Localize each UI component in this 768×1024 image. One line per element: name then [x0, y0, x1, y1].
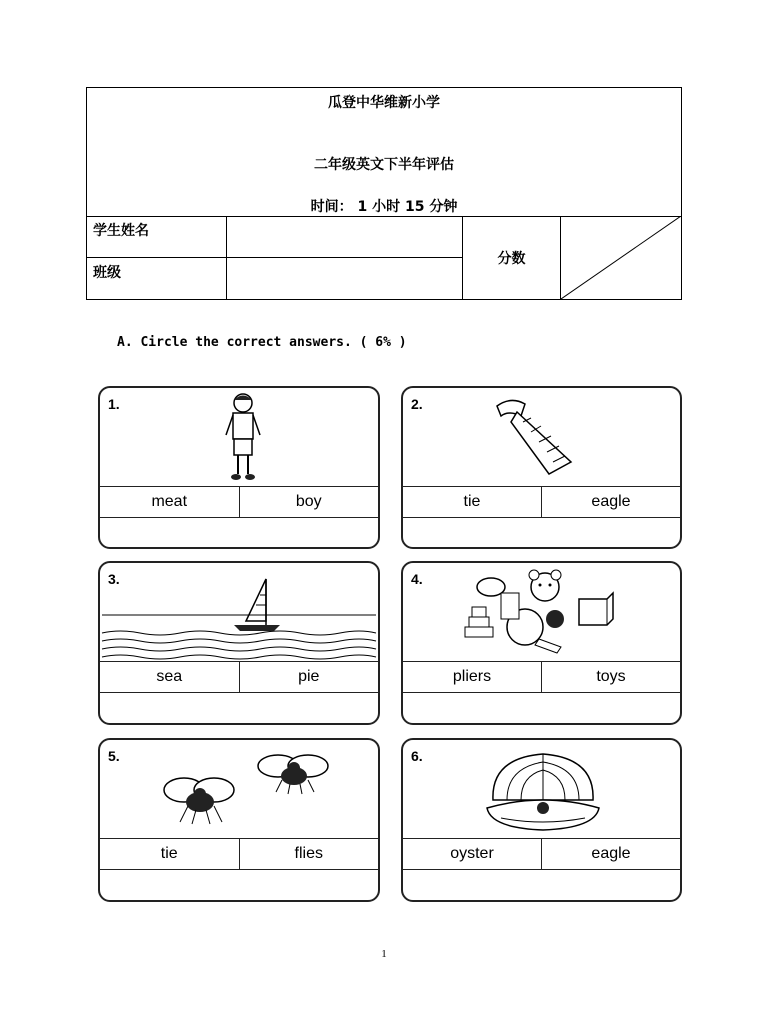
question-card-1	[98, 386, 380, 549]
question-card-2	[401, 386, 682, 549]
class-label: 班级	[87, 258, 227, 299]
question-number: 6.	[411, 748, 423, 764]
question-card-5	[98, 738, 380, 902]
student-name-label: 学生姓名	[87, 216, 227, 258]
score-box[interactable]	[561, 216, 681, 299]
option-eagle[interactable]: eagle	[541, 839, 680, 869]
sea-picture	[100, 571, 378, 661]
question-card-6	[401, 738, 682, 902]
student-name-field[interactable]	[227, 216, 463, 258]
option-eagle[interactable]: eagle	[541, 487, 680, 517]
page-number: 1	[381, 948, 387, 960]
answer-options	[403, 486, 680, 518]
answer-options	[100, 661, 378, 693]
section-a-instruction: A. Circle the correct answers. ( 6% )	[117, 335, 407, 350]
option-pliers[interactable]: pliers	[452, 668, 492, 685]
flies-picture	[156, 750, 336, 836]
header-table	[86, 87, 682, 300]
answer-options	[100, 838, 378, 870]
option-sea[interactable]: sea	[156, 668, 183, 685]
option-tie[interactable]: tie	[463, 493, 481, 510]
oyster-picture	[483, 748, 603, 834]
question-number: 3.	[108, 571, 120, 587]
question-number: 1.	[108, 396, 120, 412]
tie-picture	[491, 396, 581, 478]
answer-options	[403, 838, 680, 870]
question-number: 5.	[108, 748, 120, 764]
option-flies[interactable]: flies	[239, 839, 379, 869]
exercise-grid	[92, 375, 695, 915]
school-name: 瓜登中华维新小学	[328, 95, 440, 111]
option-boy[interactable]: boy	[239, 487, 379, 517]
question-card-4	[401, 561, 682, 725]
score-diagonal-line	[561, 216, 681, 299]
answer-options	[100, 486, 378, 518]
boy-picture	[218, 390, 268, 482]
toys-picture	[461, 569, 621, 657]
header-title-block	[87, 88, 681, 217]
option-oyster[interactable]: oyster	[450, 845, 494, 862]
option-pie[interactable]: pie	[239, 662, 379, 692]
question-number: 4.	[411, 571, 423, 587]
option-toys[interactable]: toys	[541, 662, 680, 692]
assessment-title: 二年级英文下半年评估	[314, 157, 454, 173]
score-label: 分数	[463, 216, 561, 299]
class-field[interactable]	[227, 258, 463, 299]
option-meat[interactable]: meat	[151, 493, 188, 510]
option-tie[interactable]: tie	[160, 845, 178, 862]
time-allowed: 时间： 1 小时 15 分钟	[310, 199, 458, 215]
answer-options	[403, 661, 680, 693]
question-card-3	[98, 561, 380, 725]
question-number: 2.	[411, 396, 423, 412]
